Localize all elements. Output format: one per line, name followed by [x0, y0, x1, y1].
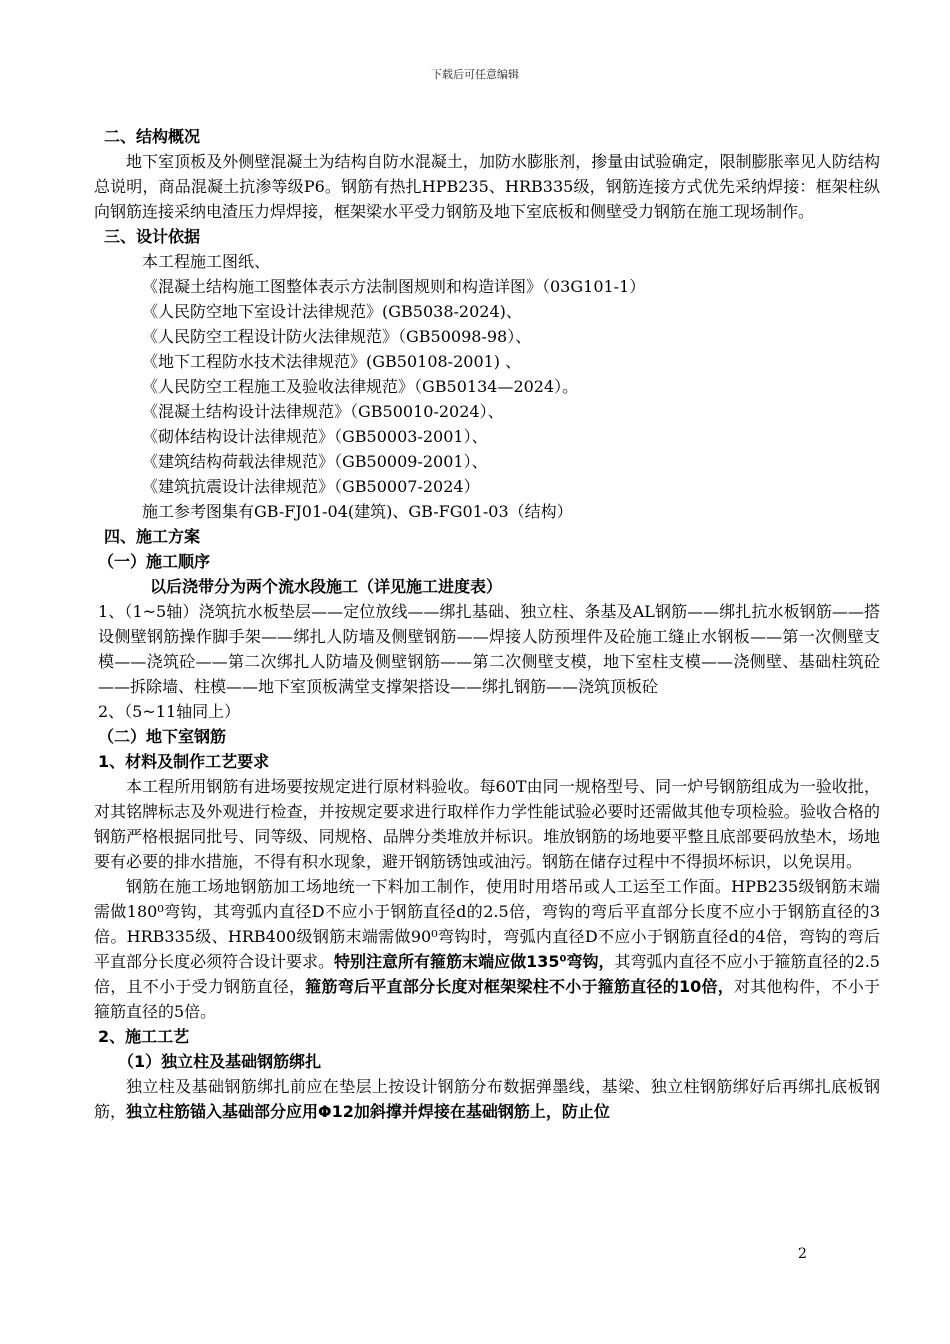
reference-item: 《混凝土结构设计法律规范》（GB50010-2024）、 [142, 402, 504, 421]
sequence-subtitle: 以后浇带分为两个流水段施工（详见施工进度表） [150, 577, 503, 596]
reference-item: 《混凝土结构施工图整体表示方法制图规则和构造详图》（03G101-1） [142, 277, 646, 296]
reference-item: 《地下工程防水技术法律规范》(GB50108-2001) 、 [142, 352, 522, 371]
process-text: 独立柱及基础钢筋绑扎前应在垫层上按设计钢筋分布数据弹墨线，基梁、独立柱钢筋绑好后再绑扎底板钢筋， [94, 1077, 880, 1121]
reference-item: 《人民防空工程设计防火法律规范》（GB50098-98）、 [142, 327, 532, 346]
reference-item: 《砌体结构设计法律规范》（GB50003-2001）、 [142, 427, 488, 446]
process-step-1-paragraph [94, 1074, 880, 1124]
reference-item: 施工参考图集有GB-FJ01-04(建筑)、GB-FG01-03（结构） [142, 502, 573, 521]
reference-item: 《人民防空地下室设计法律规范》(GB5038-2024)、 [142, 302, 522, 321]
subsection-sequence-title: （一）施工顺序 [98, 552, 211, 571]
section-2-title: 二、结构概况 [104, 127, 201, 146]
materials-paragraph-2 [94, 874, 880, 1024]
process-emphasis: 独立柱筋锚入基础部分应用Φ12加斜撑并焊接在基础钢筋上，防止位 [126, 1102, 610, 1121]
reference-item: 本工程施工图纸、 [142, 252, 271, 271]
reference-item: 《建筑结构荷载法律规范》（GB50009-2001）、 [142, 452, 488, 471]
section-2-paragraph: 地下室顶板及外侧壁混凝土为结构自防水混凝土，加防水膨胀剂，掺量由试验确定，限制膨胀率见人防结构总说明，商品混凝土抗渗等级P6。钢筋有热扎HPB235、HRB335级，钢筋连接方式优先采纳焊接：框架柱纵向钢筋连接采纳电渣压力焊焊接，框架梁水平受力钢筋及地下室底板和侧壁受力钢筋在施工现场制作。 [94, 152, 880, 221]
section-3-title: 三、设计依据 [104, 227, 201, 246]
materials-text: 钢筋在施工场地钢筋加工场地统一下料加工制作，使用时用塔吊或人工运至工作面。HPB235级钢筋末端需做180⁰弯钩，其弯弧内直径D不应小于钢筋直径d的2.5倍，弯钩的弯后平直部分长度不应小于钢筋直径的3倍。HRB335级、HRB400级钢筋末端需做90⁰弯钩时，弯弧内直径D不应小于钢筋直径d的4倍，弯钩的弯后平直部分长度必须符合设计要求。 [94, 877, 880, 971]
document-body [94, 124, 880, 1124]
materials-title: 1、材料及制作工艺要求 [98, 752, 270, 771]
process-title: 2、施工工艺 [98, 1027, 190, 1046]
subsection-rebar-title: （二）地下室钢筋 [98, 727, 227, 746]
section-4-title: 四、施工方案 [104, 527, 201, 546]
sequence-item-1: 1、（1~5轴）浇筑抗水板垫层——定位放线——绑扎基础、独立柱、条基及AL钢筋——绑扎抗水板钢筋——搭设侧壁钢筋操作脚手架——绑扎人防墙及侧壁钢筋——焊接人防预埋件及砼施工缝止水钢板——第一次侧壁支模——浇筑砼——第二次绑扎人防墙及侧壁钢筋——第二次侧壁支模，地下室柱支模——浇侧壁、基础柱筑砼——拆除墙、柱模——地下室顶板满堂支撑架搭设——绑扎钢筋——浇筑顶板砼 [98, 602, 880, 696]
page-header: 下载后可任意编辑 [431, 68, 519, 81]
page-number: 2 [798, 1246, 807, 1262]
materials-paragraph-1: 本工程所用钢筋有进场要按规定进行原材料验收。每60T由同一规格型号、同一炉号钢筋组成为一验收批，对其铭牌标志及外观进行检查，并按规定要求进行取样作力学性能试验必要时还需做其他专项检验。验收合格的钢筋严格根据同批号、同等级、同规格、品牌分类堆放并标识。堆放钢筋的场地要平整且底部要码放垫木，场地要有必要的排水措施，不得有积水现象，避开钢筋锈蚀或油污。钢筋在储存过程中不得损坏标识，以免误用。 [94, 777, 880, 871]
materials-text: 其弯弧内直径不应小于箍筋直径的2.5倍，且不小于受力钢筋直径， [94, 952, 880, 996]
sequence-item-2: 2、（5~11轴同上） [98, 702, 241, 721]
materials-emphasis: 箍筋弯后平直部分长度对框架梁柱不小于箍筋直径的10倍， [305, 977, 734, 996]
reference-item: 《建筑抗震设计法律规范》（GB50007-2024） [142, 477, 480, 496]
process-step-1-title: （1）独立柱及基础钢筋绑扎 [118, 1052, 322, 1071]
reference-item: 《人民防空工程施工及验收法律规范》（GB50134—2024）。 [142, 377, 579, 396]
materials-emphasis: 特别注意所有箍筋末端应做135⁰弯钩， [334, 952, 615, 971]
materials-text: 对其他构件，不小于箍筋直径的5倍。 [94, 977, 880, 1021]
